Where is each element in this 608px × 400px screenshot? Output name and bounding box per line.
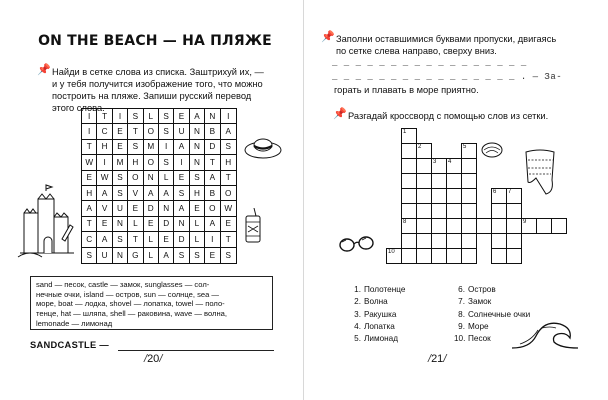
crossword-cell[interactable]: 10 [386, 248, 402, 264]
grid-cell[interactable]: I [97, 155, 112, 170]
grid-cell[interactable]: L [144, 248, 159, 263]
pin-icon: 📌 [333, 108, 347, 120]
clues-left [350, 284, 405, 345]
grid-cell[interactable]: S [190, 171, 205, 186]
clue-item: 3. Ракушка [354, 309, 397, 319]
grid-cell[interactable]: A [174, 140, 189, 155]
grid-cell[interactable]: A [159, 248, 174, 263]
grid-cell[interactable]: N [190, 140, 205, 155]
crossword-cell[interactable] [461, 203, 477, 219]
grid-cell[interactable]: A [205, 171, 220, 186]
grid-cell[interactable]: W [221, 201, 236, 216]
page-title: ON THE BEACH — НА ПЛЯЖЕ [38, 33, 272, 49]
grid-cell[interactable]: E [221, 217, 236, 232]
grid-cell[interactable]: M [113, 155, 128, 170]
grid-cell[interactable]: N [174, 217, 189, 232]
crossword-cell[interactable] [446, 233, 462, 249]
grid-cell[interactable]: N [205, 109, 220, 124]
crossword-cell[interactable] [506, 248, 522, 264]
task2-continuation: горать и плавать в море приятно. [334, 85, 479, 95]
grid-cell[interactable]: H [82, 186, 97, 201]
crossword-cell[interactable] [431, 218, 447, 234]
shell-icon [480, 140, 504, 160]
grid-cell[interactable]: S [159, 124, 174, 139]
crossword-cell[interactable] [416, 218, 432, 234]
grid-cell[interactable]: I [159, 140, 174, 155]
grid-cell[interactable]: S [113, 232, 128, 247]
sunglasses-icon [338, 234, 376, 254]
grid-cell[interactable]: A [221, 124, 236, 139]
grid-cell[interactable]: E [190, 201, 205, 216]
grid-cell[interactable]: U [113, 201, 128, 216]
grid-cell[interactable]: E [128, 201, 143, 216]
crossword-cell[interactable]: 1 [401, 128, 417, 144]
grid-cell[interactable]: S [174, 186, 189, 201]
crossword-cell[interactable]: 4 [446, 158, 462, 174]
grid-cell[interactable]: I [82, 124, 97, 139]
crossword-cell[interactable] [401, 188, 417, 204]
crossword-cell[interactable] [551, 218, 567, 234]
page-number: /20/ [144, 353, 163, 365]
crossword-cell[interactable] [446, 203, 462, 219]
crossword-cell[interactable] [431, 203, 447, 219]
crossword-cell[interactable] [536, 218, 552, 234]
grid-cell[interactable]: G [128, 248, 143, 263]
grid-cell[interactable]: M [144, 140, 159, 155]
fill-in-row-1[interactable]: _ _ _ _ _ _ _ _ _ _ _ _ _ _ _ _ _ [332, 58, 527, 68]
grid-cell[interactable]: S [174, 248, 189, 263]
crossword-cell[interactable]: 7 [506, 188, 522, 204]
crossword-cell[interactable] [506, 203, 522, 219]
grid-cell[interactable]: A [82, 201, 97, 216]
crossword-cell[interactable] [416, 188, 432, 204]
grid-cell[interactable]: E [174, 171, 189, 186]
grid-cell[interactable]: S [82, 248, 97, 263]
crossword-cell[interactable] [401, 158, 417, 174]
crossword-cell[interactable] [491, 203, 507, 219]
crossword-cell[interactable] [476, 218, 492, 234]
crossword-cell[interactable] [416, 233, 432, 249]
grid-cell[interactable]: O [144, 155, 159, 170]
grid-cell[interactable]: B [205, 124, 220, 139]
clue-item: 4. Лопатка [354, 321, 395, 331]
grid-cell[interactable]: A [97, 186, 112, 201]
grid-cell[interactable]: V [128, 186, 143, 201]
grid-cell[interactable]: S [128, 109, 143, 124]
grid-cell[interactable]: N [190, 124, 205, 139]
grid-cell[interactable]: W [97, 171, 112, 186]
grid-cell[interactable]: H [221, 155, 236, 170]
grid-cell[interactable]: S [225, 250, 231, 260]
grid-cell[interactable]: B [205, 186, 220, 201]
crossword-cell[interactable] [446, 248, 462, 264]
grid-cell[interactable]: L [128, 217, 143, 232]
clue-item: 5. Лимонад [354, 334, 398, 344]
grid-cell[interactable]: T [82, 217, 97, 232]
crossword-cell[interactable] [506, 233, 522, 249]
grid-cell[interactable]: O [221, 186, 236, 201]
crossword-cell[interactable] [401, 233, 417, 249]
grid-cell[interactable]: I [113, 109, 128, 124]
grid-cell[interactable]: V [97, 201, 112, 216]
grid-cell[interactable]: I [221, 109, 236, 124]
grid-cell[interactable]: S [128, 140, 143, 155]
grid-cell[interactable]: L [159, 171, 174, 186]
grid-cell[interactable]: T [221, 232, 236, 247]
crossword-cell[interactable] [461, 158, 477, 174]
crossword-cell[interactable] [491, 233, 507, 249]
crossword-cell[interactable]: 9 [521, 218, 537, 234]
crossword-cell[interactable]: 6 [491, 188, 507, 204]
crossword-cell[interactable]: 3 [431, 158, 447, 174]
clue-item: 7. Замок [458, 297, 492, 307]
grid-cell[interactable]: I [82, 109, 97, 124]
grid-cell[interactable]: T [97, 109, 112, 124]
grid-cell[interactable]: A [190, 109, 205, 124]
clue-item: 9. Море [458, 321, 489, 331]
grid-cell[interactable]: A [205, 217, 220, 232]
crossword-cell[interactable] [461, 188, 477, 204]
grid-cell[interactable]: U [97, 248, 112, 263]
grid-cell[interactable]: I [205, 232, 220, 247]
clue-item: 2. Волна [354, 297, 388, 307]
grid-cell[interactable]: D [174, 232, 189, 247]
grid-cell[interactable]: T [82, 140, 97, 155]
grid-cell[interactable]: A [144, 186, 159, 201]
lemonade-can-icon [243, 208, 263, 244]
grid-cell[interactable]: L [144, 232, 159, 247]
crossword-cell[interactable] [446, 218, 462, 234]
word-search-grid [81, 108, 237, 264]
clue-item: 8. Солнечные очки [458, 309, 531, 319]
grid-cell[interactable]: E [205, 248, 220, 263]
grid-cell[interactable]: S [221, 140, 236, 155]
grid-cell[interactable]: S [190, 248, 205, 263]
grid-cell[interactable]: H [190, 186, 205, 201]
crossword-cell[interactable] [416, 173, 432, 189]
grid-cell[interactable]: H [128, 155, 143, 170]
right-page [304, 0, 608, 400]
clues-right [454, 284, 530, 345]
grid-cell[interactable]: S [113, 171, 128, 186]
grid-cell[interactable]: T [128, 232, 143, 247]
clue-item: 6. Остров [458, 285, 496, 294]
grid-cell[interactable]: N [113, 217, 128, 232]
grid-cell[interactable]: N [144, 171, 159, 186]
grid-cell[interactable]: N [159, 201, 174, 216]
grid-cell[interactable]: E [144, 217, 159, 232]
crossword-cell[interactable] [401, 248, 417, 264]
crossword-cell[interactable] [431, 248, 447, 264]
task2-instruction: 📌 Заполни оставшимися буквами пропуски, двигаясь по сетке слева направо, сверху вниз. [321, 31, 557, 56]
crossword-cell[interactable] [461, 218, 477, 234]
crossword-cell[interactable] [506, 218, 522, 234]
crossword-cell[interactable] [446, 173, 462, 189]
grid-cell[interactable]: E [82, 171, 97, 186]
grid-cell[interactable]: E [97, 217, 112, 232]
sandcastle-icon [16, 183, 78, 261]
crossword-cell[interactable] [401, 173, 417, 189]
crossword-cell[interactable] [461, 233, 477, 249]
clue-item: 10. Песок [454, 334, 491, 344]
page-number: /21/ [428, 353, 447, 365]
crossword-cell[interactable] [401, 143, 417, 159]
crossword-cell[interactable] [461, 248, 477, 264]
grid-cell[interactable]: N [190, 155, 205, 170]
grid-cell[interactable]: A [97, 232, 112, 247]
clue-item: 1. Полотенце [354, 285, 406, 294]
grid-cell[interactable]: S [113, 186, 128, 201]
crossword-cell[interactable] [446, 188, 462, 204]
pin-icon: 📌 [321, 31, 335, 43]
crossword-cell[interactable] [416, 203, 432, 219]
grid-cell[interactable]: S [159, 109, 174, 124]
crossword-cell[interactable] [431, 188, 447, 204]
grid-cell[interactable]: E [113, 140, 128, 155]
answer-label: SANDCASTLE — [30, 340, 110, 350]
crossword-cell[interactable] [416, 248, 432, 264]
grid-cell[interactable]: D [144, 201, 159, 216]
crossword-cell[interactable]: 5 [461, 143, 477, 159]
hat-icon [243, 134, 283, 160]
grid-cell[interactable]: L [190, 217, 205, 232]
crossword-cell[interactable] [416, 158, 432, 174]
grid-cell[interactable]: S [159, 155, 174, 170]
vocabulary-box: sand — песок, castle — замок, sunglasses — сол- нечные очки, island — остров, sun — солнце, sea — море, boat — лодка, shovel — лопатка, towel — поло- тенце, hat — шляпа, shell — раковина, wave — волна, lemonade — лимонад [30, 276, 273, 330]
crossword-cell[interactable] [491, 218, 507, 234]
crossword-cell[interactable] [491, 248, 507, 264]
grid-cell[interactable]: W [82, 155, 97, 170]
grid-cell[interactable]: T [128, 124, 143, 139]
grid-cell[interactable]: E [159, 232, 174, 247]
grid-cell[interactable]: D [205, 140, 220, 155]
pin-icon: 📌 [37, 64, 51, 76]
grid-cell[interactable]: H [97, 140, 112, 155]
grid-cell[interactable]: O [205, 201, 220, 216]
grid-cell[interactable]: C [97, 124, 112, 139]
grid-cell[interactable]: L [144, 109, 159, 124]
grid-cell[interactable]: E [174, 109, 189, 124]
grid-cell[interactable]: T [205, 155, 220, 170]
grid-cell[interactable]: C [82, 232, 97, 247]
grid-cell[interactable]: D [159, 217, 174, 232]
answer-line[interactable] [118, 350, 274, 351]
grid-cell[interactable]: A [159, 186, 174, 201]
crossword-cell[interactable] [431, 233, 447, 249]
task1-instruction: 📌 Найди в сетке слова из списка. Заштрихуй их, — и у тебя получится изображение того, что можно построить на пляже. Запиши русский перевод этого слова. [37, 64, 264, 113]
grid-cell[interactable]: A [174, 201, 189, 216]
grid-cell[interactable]: L [190, 232, 205, 247]
crossword-cell[interactable] [401, 203, 417, 219]
crossword-cell[interactable] [461, 173, 477, 189]
grid-cell[interactable]: O [144, 124, 159, 139]
task3-instruction: 📌 Разгадай кроссворд с помощью слов из сетки. [333, 108, 549, 121]
fill-in-row-2[interactable]: _ _ _ _ _ _ _ _ _ _ _ _ _ _ _ _ . — За- [332, 72, 563, 82]
grid-cell[interactable]: I [174, 155, 189, 170]
grid-cell[interactable]: N [113, 248, 128, 263]
crossword-cell[interactable] [431, 173, 447, 189]
grid-cell[interactable]: U [174, 124, 189, 139]
towel-icon [524, 148, 558, 196]
grid-cell[interactable]: O [128, 171, 143, 186]
grid-cell[interactable]: T [221, 171, 236, 186]
grid-cell[interactable]: E [113, 124, 128, 139]
crossword-cell[interactable]: 8 [401, 218, 417, 234]
crossword-cell[interactable]: 2 [416, 143, 432, 159]
